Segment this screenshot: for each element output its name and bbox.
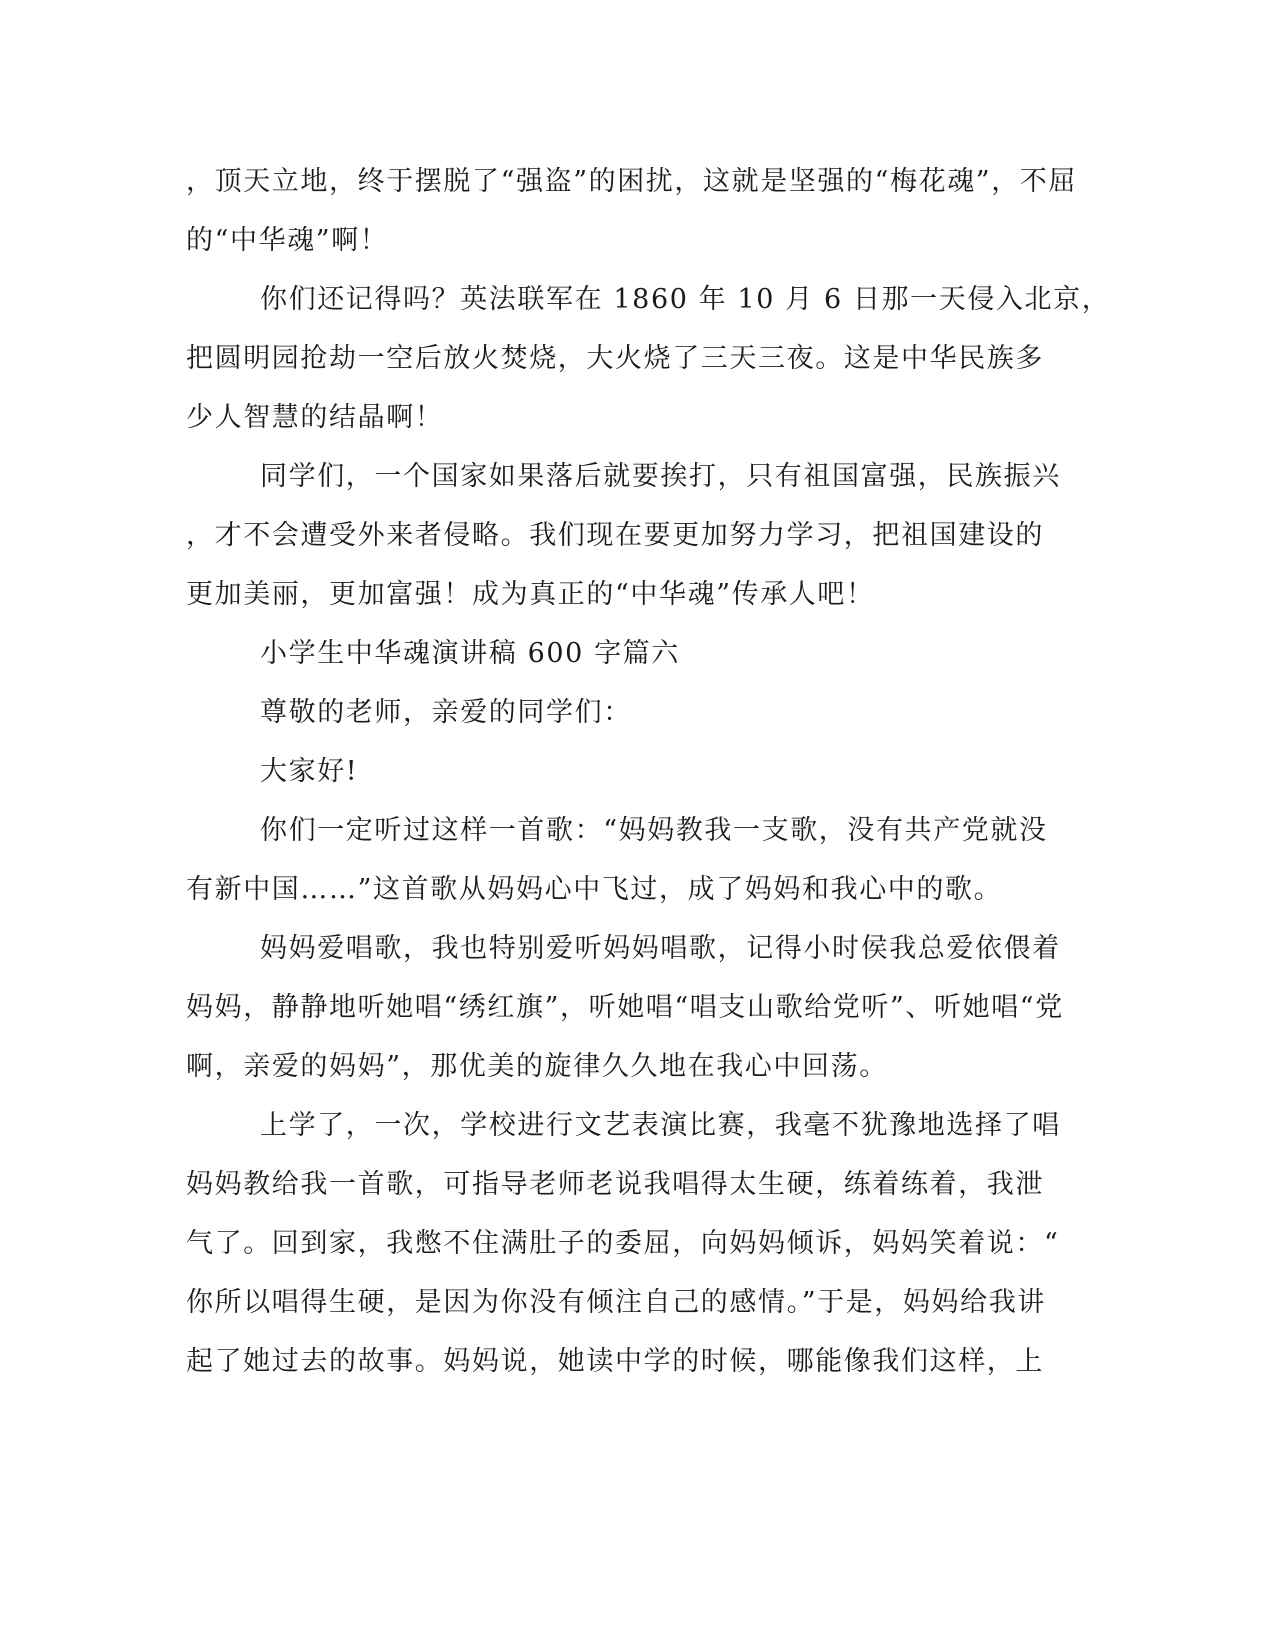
paragraph-start: 同学们，一个国家如果落后就要挨打，只有祖国富强，民族振兴 [260, 461, 1061, 492]
text-line: 气了。回到家，我憋不住满肚子的委屈，向妈妈倾诉，妈妈笑着说：“ [186, 1228, 1060, 1259]
section-heading: 小学生中华魂演讲稿 600 字篇六 [260, 638, 680, 669]
text-line: ，才不会遭受外来者侵略。我们现在要更加努力学习，把祖国建设的 [186, 520, 1044, 551]
text-line: 的“中华魂”啊！ [186, 225, 389, 256]
paragraph-start: 你们一定听过这样一首歌：“妈妈教我一支歌，没有共产党就没 [260, 815, 1048, 846]
salutation: 尊敬的老师，亲爱的同学们： [260, 697, 632, 728]
text-line: 妈妈教给我一首歌，可指导老师老说我唱得太生硬，练着练着，我泄 [186, 1169, 1044, 1200]
text-line: ，顶天立地，终于摆脱了“强盗”的困扰，这就是坚强的“梅花魂”，不屈 [186, 166, 1078, 197]
paragraph-start: 你们还记得吗？英法联军在 1860 年 10 月 6 日那一天侵入北京， [260, 284, 1111, 315]
text-line: 你所以唱得生硬，是因为你没有倾注自己的感情。”于是，妈妈给我讲 [186, 1287, 1046, 1318]
text-line: 有新中国……”这首歌从妈妈心中飞过，成了妈妈和我心中的歌。 [186, 874, 1003, 905]
paragraph-start: 妈妈爱唱歌，我也特别爱听妈妈唱歌，记得小时侯我总爱依偎着 [260, 933, 1061, 964]
text-line: 更加美丽，更加富强！成为真正的“中华魂”传承人吧！ [186, 579, 875, 610]
text-line: 起了她过去的故事。妈妈说，她读中学的时候，哪能像我们这样，上 [186, 1346, 1044, 1377]
text-line: 啊，亲爱的妈妈”，那优美的旋律久久地在我心中回荡。 [186, 1051, 888, 1082]
greeting: 大家好! [260, 756, 359, 787]
text-line: 少人智慧的结晶啊！ [186, 402, 444, 433]
text-line: 妈妈，静静地听她唱“绣红旗”，听她唱“唱支山歌给党听”、听她唱“党 [186, 992, 1064, 1023]
paragraph-start: 上学了，一次，学校进行文艺表演比赛，我毫不犹豫地选择了唱 [260, 1110, 1061, 1141]
text-line: 把圆明园抢劫一空后放火焚烧，大火烧了三天三夜。这是中华民族多 [186, 343, 1044, 374]
